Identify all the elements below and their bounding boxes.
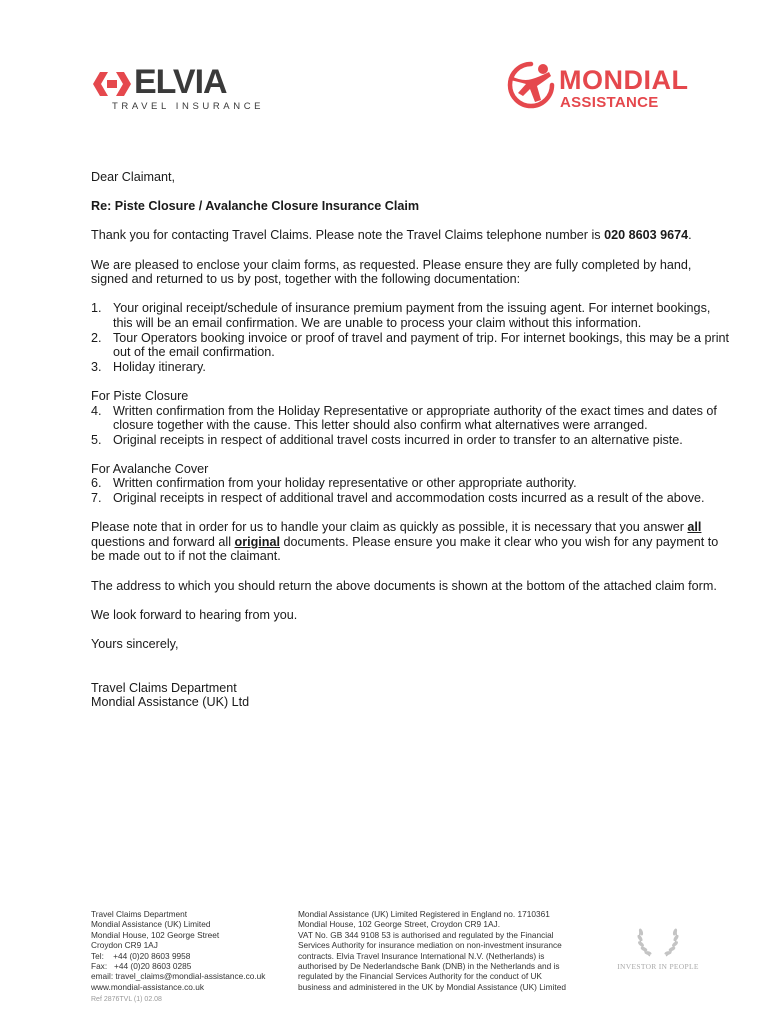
phone-number: 020 8603 9674 xyxy=(604,228,689,243)
note-emphasis-original: original xyxy=(234,534,280,549)
footer-legal-block xyxy=(298,909,598,992)
avalanche-heading: For Avalanche Cover xyxy=(91,461,209,476)
note-paragraph xyxy=(91,520,731,564)
footer-line: business and administered in the UK by Mondial Assistance (UK) Limited xyxy=(298,981,566,992)
piste-heading: For Piste Closure xyxy=(91,388,189,403)
list-item-number: 3. xyxy=(91,359,102,374)
note-text-c: documents. Please ensure you make it clear who you wish for any payment to be made out to if not the claimant. xyxy=(91,534,719,564)
thanks-text: Thank you for contacting Travel Claims. Please note the Travel Claims telephone number is xyxy=(91,228,605,243)
footer-line: Croydon CR9 1AJ xyxy=(91,940,158,951)
address-paragraph: The address to which you should return the above documents is shown at the bottom of the attached claim form. xyxy=(91,578,717,593)
letter-body xyxy=(91,170,731,710)
list-item-number: 5. xyxy=(91,432,102,447)
list-item-text: Holiday itinerary. xyxy=(113,359,206,374)
document-reference: Ref 2876TVL (1) 02.08 xyxy=(91,996,162,1003)
signature-department: Travel Claims Department xyxy=(91,680,237,695)
elvia-tagline: TRAVEL INSURANCE xyxy=(112,101,265,112)
footer-line: regulated by the Financial Services Authority for the conduct of UK xyxy=(298,971,542,982)
documents-list-avalanche xyxy=(91,476,731,505)
subject-line: Re: Piste Closure / Avalanche Closure Insurance Claim xyxy=(91,199,420,214)
list-item xyxy=(91,476,731,491)
list-item-number: 6. xyxy=(91,476,102,491)
documents-list-general xyxy=(91,301,731,374)
footer-line: Mondial Assistance (UK) Limited Registered in England no. 1710361 xyxy=(298,909,550,919)
footer-phone: Tel: +44 (0)20 8603 9958 xyxy=(91,950,191,961)
list-item xyxy=(91,433,731,448)
list-item-number: 4. xyxy=(91,403,102,418)
list-item-text: Written confirmation from the Holiday Representative or appropriate authority of the exact times and dates of closure together with the cause. This letter should also confirm what alternatives were arranged. xyxy=(113,403,717,433)
signature-company: Mondial Assistance (UK) Ltd xyxy=(91,695,250,710)
elvia-logo xyxy=(90,63,265,114)
look-forward-line: We look forward to hearing from you. xyxy=(91,607,298,622)
mondial-wordmark: MONDIAL xyxy=(559,65,689,95)
footer-line: Mondial House, 102 George Street xyxy=(91,929,220,940)
footer-line: contracts. Elvia Travel Insurance International N.V. (Netherlands) is xyxy=(298,950,545,961)
footer-line: Mondial House, 102 George Street, Croydon CR9 1AJ. xyxy=(298,919,500,930)
footer-line: Travel Claims Department xyxy=(91,909,188,919)
footer-line: authorised by De Nederlandsche Bank (DNB) in the Netherlands and is xyxy=(298,961,560,972)
footer-fax: Fax: +44 (0)20 8603 0285 xyxy=(91,961,192,972)
list-item-text: Your original receipt/schedule of insurance premium payment from the issuing agent. For internet bookings, this will be an email confirmation. We are unable to process your claim without this information. xyxy=(113,301,711,330)
footer-contact-block xyxy=(91,909,291,992)
investor-in-people-label: INVESTOR IN PEOPLE xyxy=(617,962,699,971)
mondial-logo xyxy=(505,60,705,112)
list-item-text: Original receipts in respect of additional travel and accommodation costs incurred as a result of the above. xyxy=(113,491,705,506)
greeting: Dear Claimant, xyxy=(91,170,175,184)
mondial-tagline: ASSISTANCE xyxy=(560,94,659,111)
footer-email[interactable]: email: travel_claims@mondial-assistance.co.uk xyxy=(91,971,266,982)
laurel-wreath-icon xyxy=(612,918,704,962)
thanks-end: . xyxy=(688,228,692,243)
note-text-b: questions and forward all xyxy=(91,534,235,549)
list-item-number: 7. xyxy=(91,491,102,506)
list-item xyxy=(91,360,731,375)
footer-website[interactable]: www.mondial-assistance.co.uk xyxy=(91,981,204,992)
list-item-text: Written confirmation from your holiday representative or other appropriate authority. xyxy=(113,476,577,491)
list-item xyxy=(91,331,731,360)
footer-line: Services Authority for insurance mediation on non-investment insurance xyxy=(298,940,562,951)
documents-list-piste xyxy=(91,404,731,448)
thanks-paragraph xyxy=(91,228,731,243)
list-item-number: 2. xyxy=(91,330,102,345)
enclose-paragraph: We are pleased to enclose your claim forms, as requested. Please ensure they are fully completed by hand, signed and returned to us by post, together with the following documentation: xyxy=(91,257,692,287)
footer-line: VAT No. GB 344 9108 53 is authorised and regulated by the Financial xyxy=(298,929,554,940)
list-item xyxy=(91,404,731,433)
sign-off: Yours sincerely, xyxy=(91,637,179,651)
list-item-text: Original receipts in respect of additional travel costs incurred in order to transfer to an alternative piste. xyxy=(113,432,683,447)
mondial-figure-icon xyxy=(505,60,557,110)
note-text-a: Please note that in order for us to handle your claim as quickly as possible, it is necessary that you answer xyxy=(91,520,688,535)
footer-line: Mondial Assistance (UK) Limited xyxy=(91,919,211,930)
list-item-text: Tour Operators booking invoice or proof of travel and payment of trip. For internet bookings, this may be a print out of the email confirmation. xyxy=(113,330,730,360)
list-item xyxy=(91,301,731,330)
elvia-wordmark: ELVIA xyxy=(134,63,227,101)
elvia-cross-icon xyxy=(90,69,134,99)
note-emphasis-all: all xyxy=(687,520,702,535)
investor-in-people-badge xyxy=(612,918,704,978)
list-item xyxy=(91,491,731,506)
list-item-number: 1. xyxy=(91,301,102,316)
